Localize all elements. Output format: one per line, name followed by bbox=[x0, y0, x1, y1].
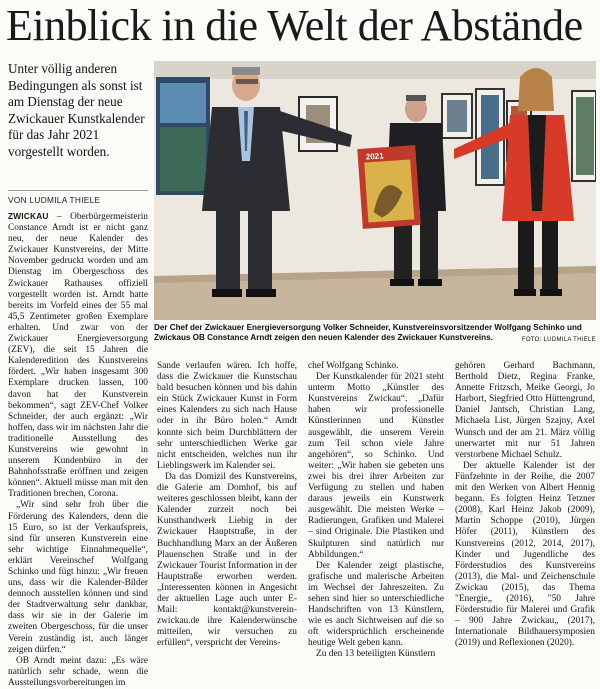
paragraph: chef Wolfgang Schinko. bbox=[308, 361, 399, 371]
paragraph: Da das Domizil des Kunstvereins, die Galerie am Domhof, bis auf weiteres geschlossen bleibt, kann der Kalender zurzeit noch bei Kunsthandwerk Liebig in der Zwickauer Hauptstraße, in der Buchhandlung Marx an der Äußeren Plauenschen Straße und in der Zwickauer Tourist Information in der Hauptstraße erworben werden. „Interessenten können in Angesicht der aktuellen Lage auch unter E-Mail: kontakt@kunstverein-zwickau.de ihre Kalenderwünsche mitteilen, wir versuchen zu erfüllen“, verspricht der Vereins- bbox=[157, 471, 297, 649]
dateline: ZWICKAU bbox=[8, 211, 49, 221]
paragraph bbox=[8, 211, 148, 500]
article-column-3 bbox=[308, 361, 444, 661]
article-column-1 bbox=[8, 211, 148, 689]
paragraph: Zu den 13 beteiligten Künstlern bbox=[316, 649, 436, 660]
paragraph: Der Kunstkalender für 2021 steht unterm Motto „Künstler des Kunstvereins Zwickau“. „Dafür haben wir professionelle Künstlerinnen und Künstler ausgewählt, die unserem Verein zum Teil schon viele Jahre angehören“, so Schinko. Und weiter: „Wir haben sie gebeten uns zwei bis drei ihrer Arbeiten zur Verfügung zu stellen und haben daraus jeweils ein Kunstwerk ausgewählt. Die meisten Werke – Radierungen, Grafiken und Malerei – sind Originale. Die Plastiken und Skulpturen sind natürlich nur Abbildungen.“ bbox=[308, 372, 444, 560]
article-column-2 bbox=[157, 361, 297, 649]
article-column-4 bbox=[455, 361, 595, 649]
calendar-year-label: 2021 bbox=[365, 151, 384, 162]
lead-paragraph: Unter völlig anderen Bedingungen als sonst ist am Dienstag der neue Zwickauer Kunstkalender für das Jahr 2021 vorgestellt worden. bbox=[8, 61, 145, 159]
article-photo bbox=[154, 61, 596, 320]
photo-credit: FOTO: LUDMILA THIELE bbox=[521, 336, 596, 343]
byline: VON LUDMILA THIELE bbox=[8, 190, 148, 205]
headline: Einblick in die Welt der Abstände bbox=[6, 1, 583, 50]
paragraph: „Wir sind sehr froh über die Förderung des Kalenders, denn die 15 Euro, so ist der Verkaufspreis, sind für unseren Kunstverein eine sehr wichtige Einnahmequelle“, erklärt Vereinschef Wolfgang Schinko und fügt hinzu: „Wir freuen uns, dass wir die Kalender-Bilder dennoch ausstellen können und sind der Stadtverwaltung sehr dankbar, dass wir sie in der Galerie im zweiten Obergeschoss, für die unser Verein zuständig ist, auch länger zeigen dürfen.“ bbox=[8, 500, 148, 655]
photo-caption bbox=[154, 323, 596, 345]
paragraph: Der Kalender zeigt plastische, grafische und malerische Arbeiten im Wechsel der Jahreszeiten. Zu sehen sind hier so unterschiedliche Handschriften von 13 Künstlern, wie es auch Sichtweisen auf die so oft widersprüchlich erscheinende heutige Welt geben kann. bbox=[308, 560, 444, 649]
paragraph: Sande verlaufen wären. Ich hoffe, dass die Zwickauer die Kunstschau bald besuchen können und bis dahin ein Stück Zwickauer Kunst in Form eines Kalenders zu sich nach Hause oder in ihr Büro holen.“ Arndt konnte sich beim Durchblättern der sehr unterschiedlichen Werke gar nicht entscheiden, welches nun ihr Lieblingswerk im Kalender sei. bbox=[157, 361, 297, 471]
paragraph: gehören Gerhard Bachmann, Berthold Dietz, Regina Franke, Annette Fritzsch, Meike Georgi, Jo Harbort, Siegfried Otto Hüttengrund, Daniel Jantsch, Christian Lang, Michaela List, Jürgen Szajny, Axel Wunsch und der am 21. März völlig unerwartet mit nur 51 Jahren verstorbene Michael Schulz. bbox=[455, 361, 595, 460]
paragraph: OB Arndt meint dazu: „Es wäre natürlich sehr schade, wenn die Ausstellungsvorbereitungen im bbox=[8, 655, 148, 688]
caption-text: Der Chef der Zwickauer Energieversorgung Volker Schneider, Kunstvereinsvorsitzender Wolfgang Schinko und Zwickaus OB Constance Arndt zeigen den neuen Kalender des Zwickauer Kunstvereins. bbox=[154, 323, 582, 343]
paragraph: Der aktuelle Kalender ist der Fünfzehnte in der Reihe, die 2007 mit den Werken von Albert Hennig begann. Es folgten Heinz Tetzner (2008), Karl Heinz Jakob (2009), Martin Schoppe (2010), Jürgen Höfer (2011), Künstlern des Kunstvereins (2012, 2014, 2017), Kinder und Jugendliche des Förderstudios des Kunstvereins (2013), die Mal- und Zeichenschule Zwickau (2015), das Thema "Energie„ (2016), "50 Jahre Förderstudio für Malerei und Grafik – 900 Jahre Zwickau„ (2017), Internationale Bildhauersymposien (2019) und Reflexionen (2020). bbox=[455, 460, 595, 649]
paragraph-text: – Oberbürgermeisterin Constance Arndt ist er nicht ganz neu, der neue Kalender des Zwickauer Kunstvereins, der Mitte November gedruckt worden und am Dienstag im Obergeschoss des Zwickauer Rathauses offiziell vorgestellt worden ist. Arndt hatte bereits im Vorfeld eines der 55 mal 45,5 Zentimeter großen Exemplare erhalten. Und zwar von der Zwickauer Energieversorgung (ZEV), die seit 15 Jahren die Kalenderedition des Kunstvereins fördert. „Wir haben insgesamt 300 Exemplare drucken lassen, 100 davon hat der Kunstverein bekommen“, sagt ZEV-Chef Volker Schneider, der auch ergänzt: „Wir hoffen, dass wir im nächsten Jahr die traditionelle Ausstellung des Kunstvereins wie gewohnt in unserem Kundenbüro in der Bahnhofsstraße eröffnen und zeigen können“. Aktuell müsse man mit den Traditionen brechen, Corona. bbox=[8, 212, 148, 500]
